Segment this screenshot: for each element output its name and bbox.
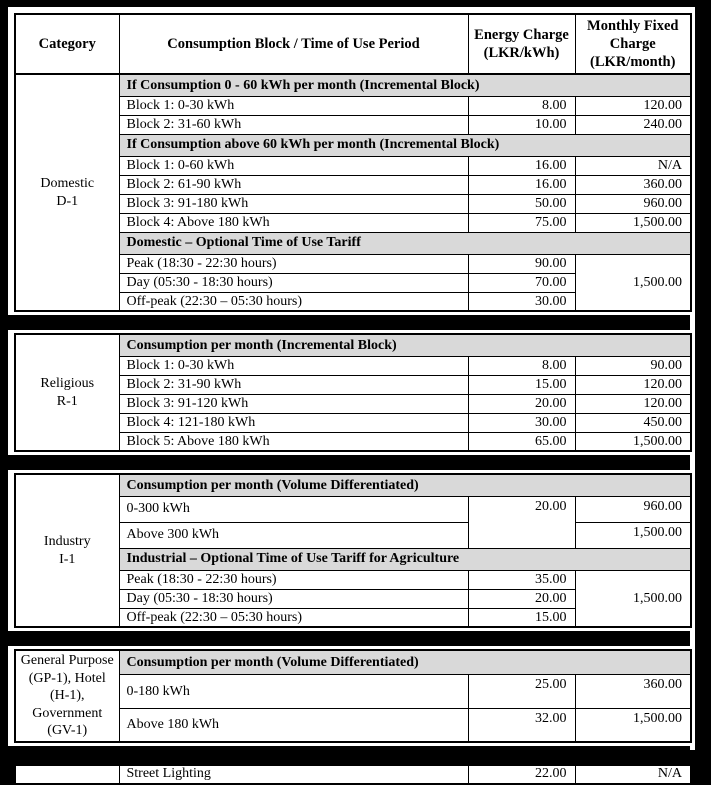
consumption-label-cell: Block 5: Above 180 kWh — [119, 432, 468, 451]
category-cell — [15, 650, 119, 742]
category-line: Religious — [40, 376, 95, 392]
fixed-value-cell: 1,500.00 — [575, 254, 691, 311]
header-energy-charge: Energy Charge (LKR/kWh) — [468, 14, 575, 74]
fixed-value-cell: 360.00 — [575, 175, 691, 194]
subheader-cell: Consumption per month (Volume Differentiated) — [119, 650, 691, 675]
fixed-value-cell: 960.00 — [575, 194, 691, 213]
energy-value-cell: 16.00 — [468, 156, 575, 175]
energy-value-cell: 15.00 — [468, 608, 575, 627]
energy-value-cell: 20.00 — [468, 394, 575, 413]
energy-value-cell: 75.00 — [468, 213, 575, 232]
fixed-value-cell: 360.00 — [575, 675, 691, 708]
consumption-label-cell: Day (05:30 - 18:30 hours) — [119, 589, 468, 608]
header-consumption-block: Consumption Block / Time of Use Period — [119, 14, 468, 74]
fixed-value-cell: 120.00 — [575, 375, 691, 394]
sections-host — [14, 73, 695, 785]
consumption-label-cell: Above 300 kWh — [119, 522, 468, 548]
category-line: D-1 — [56, 193, 79, 209]
consumption-label-cell: Peak (18:30 - 22:30 hours) — [119, 570, 468, 589]
fixed-value-cell: 240.00 — [575, 115, 691, 134]
category-line: Government — [32, 705, 103, 721]
energy-value-cell: 35.00 — [468, 570, 575, 589]
table-row — [15, 74, 691, 96]
energy-value-cell: 30.00 — [468, 413, 575, 432]
consumption-label-cell: Block 4: 121-180 kWh — [119, 413, 468, 432]
section-table-domestic — [14, 73, 692, 312]
header-monthly-fixed-charge: Monthly Fixed Charge (LKR/month) — [575, 14, 691, 74]
category-line: Domestic — [40, 176, 95, 192]
consumption-label-cell: Peak (18:30 - 22:30 hours) — [119, 254, 468, 273]
energy-value-cell: 8.00 — [468, 356, 575, 375]
energy-value-cell: 32.00 — [468, 708, 575, 741]
fixed-value-cell: 120.00 — [575, 394, 691, 413]
consumption-label-cell: Block 4: Above 180 kWh — [119, 213, 468, 232]
fixed-value-cell: 90.00 — [575, 356, 691, 375]
energy-value-cell: 8.00 — [468, 96, 575, 115]
category-line: General Purpose — [20, 653, 114, 669]
consumption-label-cell: Block 2: 31-90 kWh — [119, 375, 468, 394]
energy-value-cell: 25.00 — [468, 675, 575, 708]
category-line: R-1 — [56, 393, 78, 409]
fixed-value-cell: 1,500.00 — [575, 570, 691, 627]
category-line: Industry — [43, 534, 91, 550]
consumption-label-cell: Block 3: 91-180 kWh — [119, 194, 468, 213]
table-row — [15, 765, 691, 784]
section-table-general-purpose-hotel-government — [14, 649, 692, 743]
section-table-street-lighting — [14, 764, 692, 785]
category-line: I-1 — [59, 551, 76, 567]
fixed-value-cell: 1,500.00 — [575, 432, 691, 451]
consumption-label-cell: Block 1: 0-60 kWh — [119, 156, 468, 175]
tariff-table-header — [14, 13, 692, 75]
section-divider — [0, 315, 690, 330]
consumption-label-cell: 0-180 kWh — [119, 675, 468, 708]
consumption-label-cell: Street Lighting — [119, 765, 468, 784]
fixed-value-cell: 450.00 — [575, 413, 691, 432]
category-line: (GV-1) — [47, 723, 88, 739]
consumption-label-cell: Block 3: 91-120 kWh — [119, 394, 468, 413]
section-table-industry — [14, 473, 692, 628]
consumption-label-cell: Off-peak (22:30 – 05:30 hours) — [119, 608, 468, 627]
category-cell — [15, 74, 119, 311]
consumption-label-cell: Block 2: 31-60 kWh — [119, 115, 468, 134]
subheader-cell: Consumption per month (Incremental Block) — [119, 334, 691, 356]
energy-value-cell: 20.00 — [468, 496, 575, 548]
energy-value-cell: 16.00 — [468, 175, 575, 194]
energy-value-cell: 30.00 — [468, 292, 575, 311]
subheader-cell: Consumption per month (Volume Differentiated) — [119, 474, 691, 496]
fixed-value-cell: 1,500.00 — [575, 708, 691, 741]
energy-value-cell: 50.00 — [468, 194, 575, 213]
section-divider — [0, 746, 690, 761]
fixed-value-cell: 1,500.00 — [575, 522, 691, 548]
fixed-value-cell: 120.00 — [575, 96, 691, 115]
subheader-cell: Domestic – Optional Time of Use Tariff — [119, 232, 691, 254]
category-cell — [15, 334, 119, 451]
consumption-label-cell: Off-peak (22:30 – 05:30 hours) — [119, 292, 468, 311]
energy-value-cell: 70.00 — [468, 273, 575, 292]
table-row — [15, 650, 691, 675]
category-line: (H-1), — [49, 688, 85, 704]
consumption-label-cell: Above 180 kWh — [119, 708, 468, 741]
energy-value-cell: 20.00 — [468, 589, 575, 608]
category-cell — [15, 474, 119, 627]
consumption-label-cell: Block 2: 61-90 kWh — [119, 175, 468, 194]
energy-value-cell: 65.00 — [468, 432, 575, 451]
section-divider — [0, 631, 690, 646]
consumption-label-cell: Block 1: 0-30 kWh — [119, 356, 468, 375]
category-cell — [15, 765, 119, 784]
fixed-value-cell: N/A — [575, 156, 691, 175]
consumption-label-cell: Block 1: 0-30 kWh — [119, 96, 468, 115]
table-row — [15, 474, 691, 496]
consumption-label-cell: Day (05:30 - 18:30 hours) — [119, 273, 468, 292]
page-paper — [8, 7, 695, 782]
fixed-value-cell: N/A — [575, 765, 691, 784]
subheader-cell: If Consumption 0 - 60 kWh per month (Incremental Block) — [119, 74, 691, 96]
section-divider — [0, 455, 690, 470]
subheader-cell: If Consumption above 60 kWh per month (Incremental Block) — [119, 134, 691, 156]
fixed-value-cell: 960.00 — [575, 496, 691, 522]
energy-value-cell: 15.00 — [468, 375, 575, 394]
header-row — [15, 14, 691, 74]
table-row — [15, 334, 691, 356]
category-line: (GP-1), Hotel — [28, 670, 106, 686]
subheader-cell: Industrial – Optional Time of Use Tariff for Agriculture — [119, 548, 691, 570]
consumption-label-cell: 0-300 kWh — [119, 496, 468, 522]
header-category: Category — [15, 14, 119, 74]
section-table-religious — [14, 333, 692, 452]
energy-value-cell: 90.00 — [468, 254, 575, 273]
energy-value-cell: 10.00 — [468, 115, 575, 134]
energy-value-cell: 22.00 — [468, 765, 575, 784]
fixed-value-cell: 1,500.00 — [575, 213, 691, 232]
